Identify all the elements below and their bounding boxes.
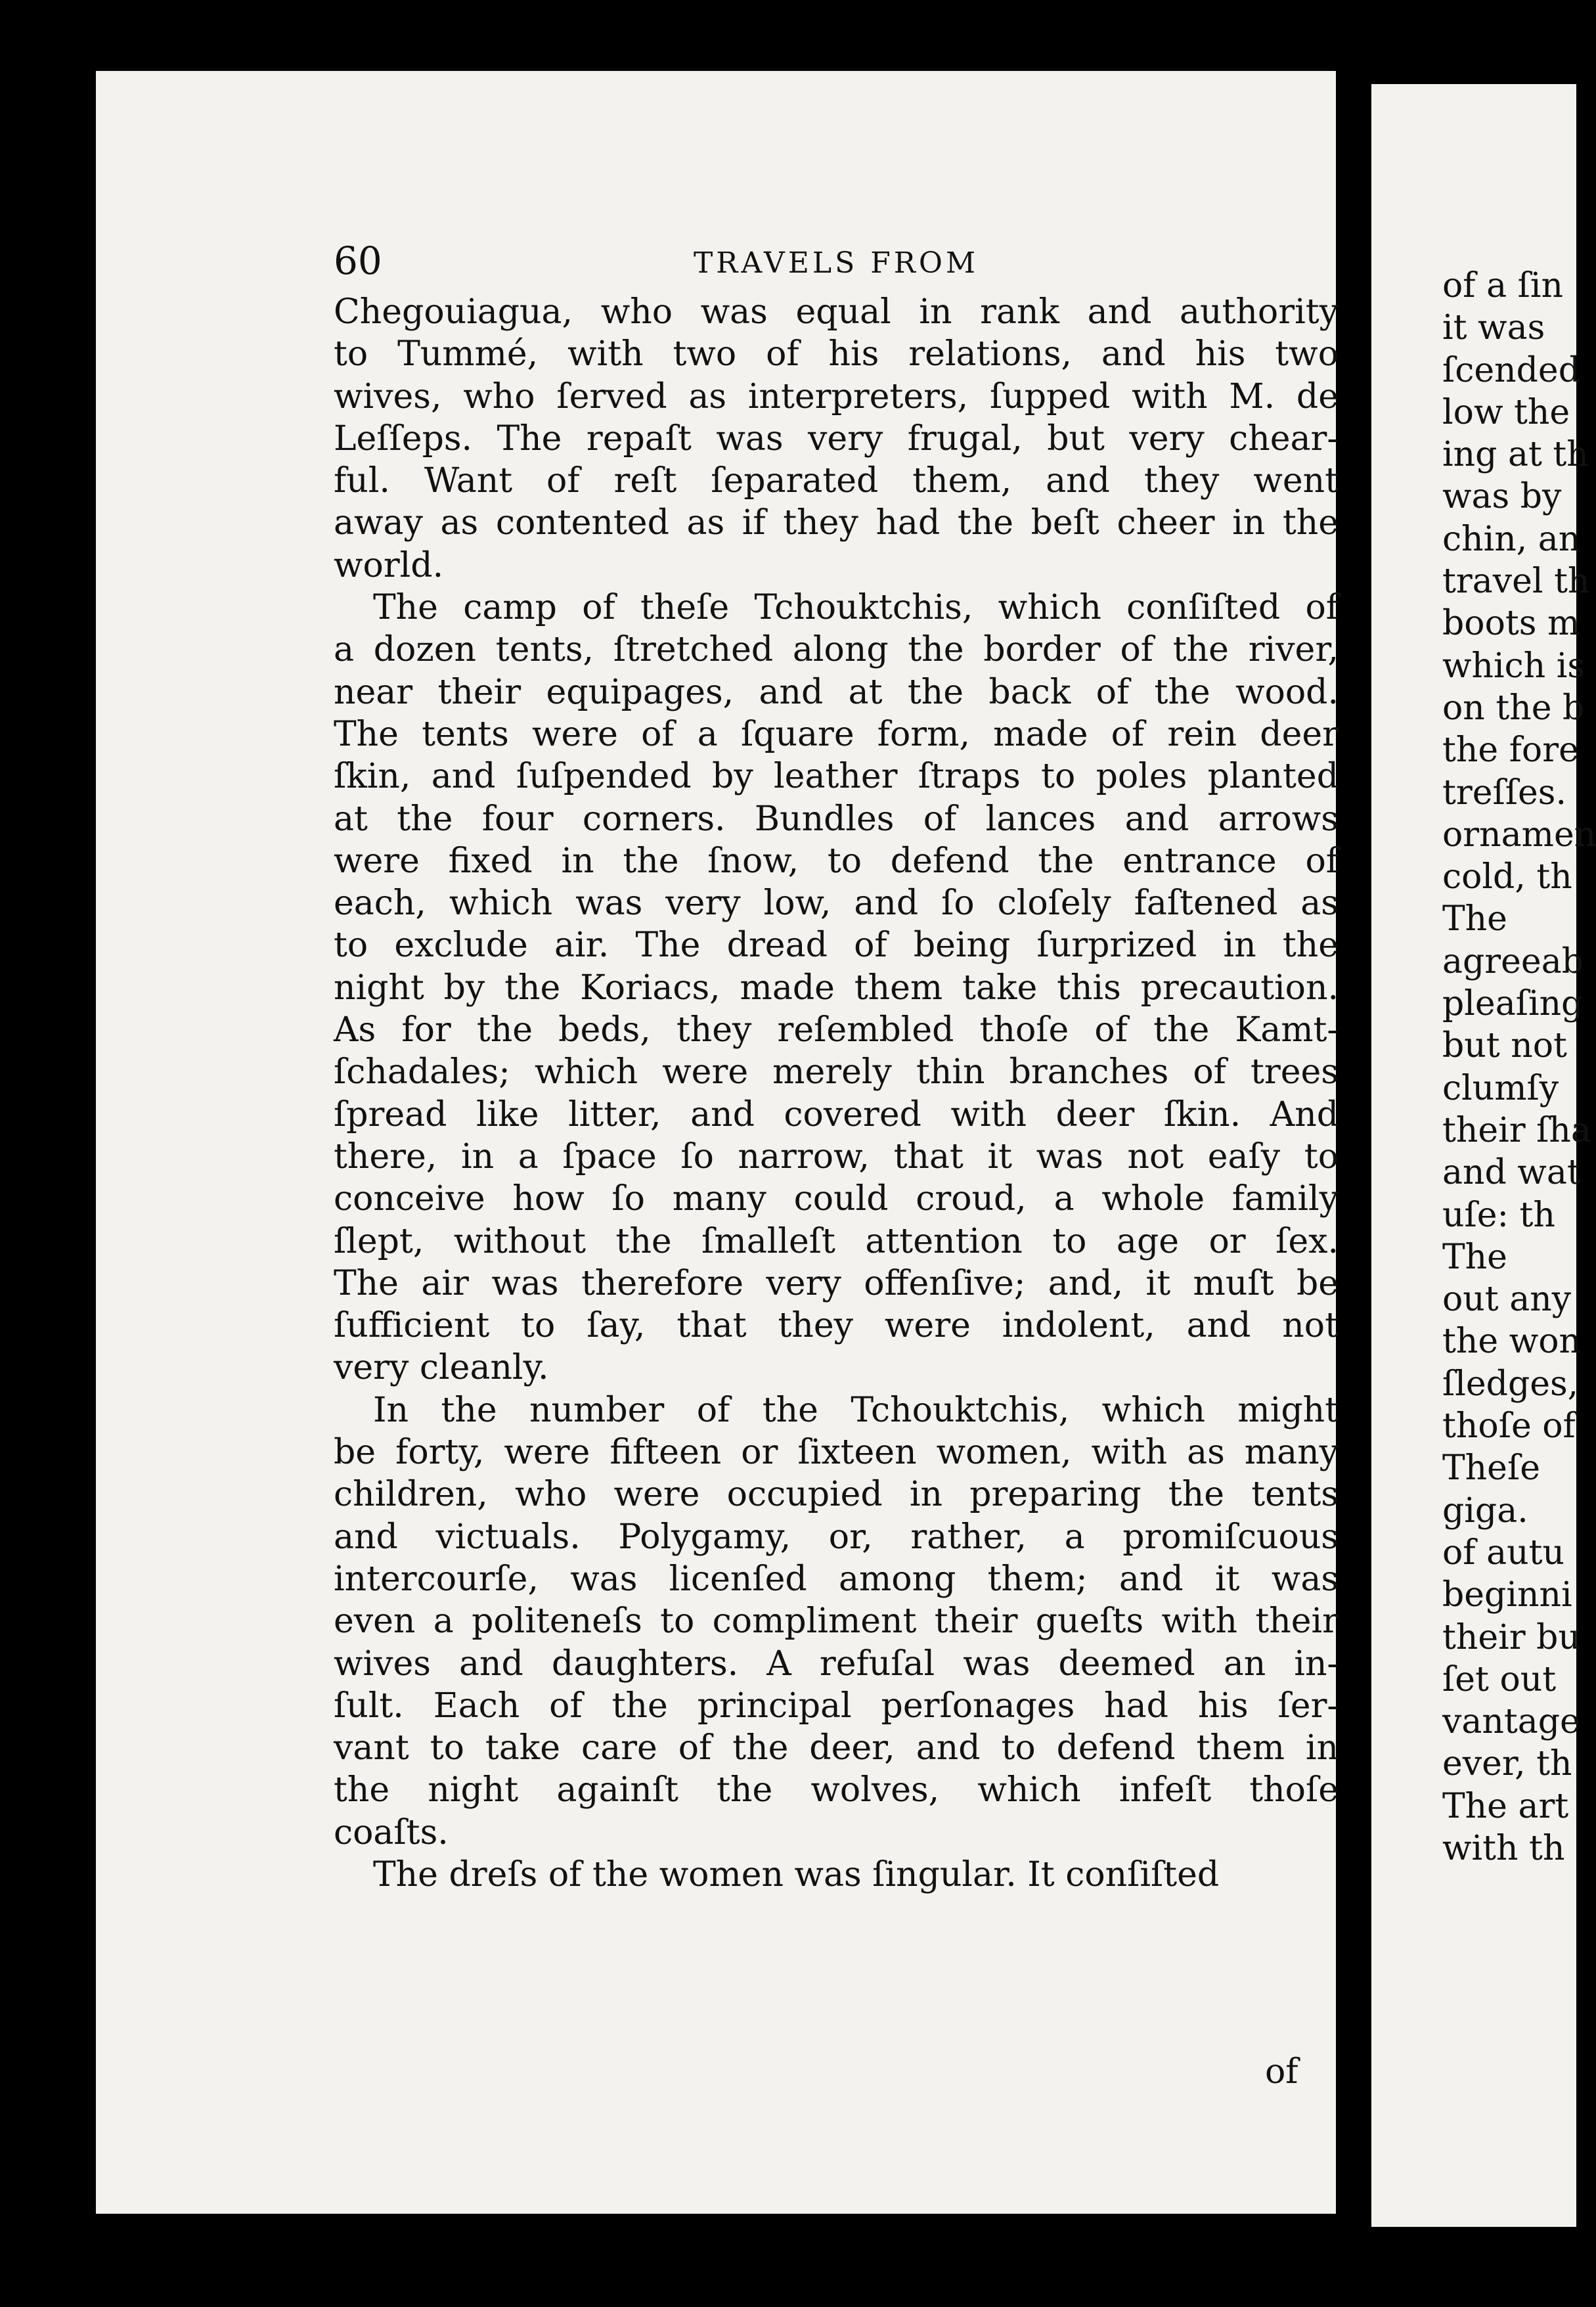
paragraph (334, 587, 1339, 1389)
catchword: of (1265, 2052, 1298, 2092)
text-line: world. (334, 545, 444, 585)
text-line: which is (1442, 646, 1585, 686)
text-line: Chegouiagua, who was equal in rank and authority (334, 292, 1339, 332)
text-line: The dreſs of the women was ſingular. It conſiſted (373, 1854, 1220, 1894)
text-line: travel th (1442, 562, 1590, 602)
text-line: were fixed in the ſnow, to defend the entrance of (334, 841, 1339, 881)
text-line: chin, an (1442, 519, 1581, 559)
text-line: ſlept, without the ſmalleſt attention to age or ſex. (334, 1221, 1339, 1261)
page-header (334, 238, 1339, 298)
text-line: giga. (1442, 1490, 1528, 1531)
text-line: ſkin, and ſuſpended by leather ſtraps to poles planted (334, 757, 1339, 797)
text-line: ſpread like litter, and covered with deer ſkin. And (334, 1094, 1339, 1134)
text-line: the night againſt the wolves, which infeſt thoſe (334, 1770, 1339, 1810)
running-head: TRAVELS FROM (693, 246, 979, 280)
text-line: to exclude air. The dread of being ſurprized in the (334, 926, 1339, 966)
text-line: ornamen (1442, 815, 1596, 855)
text-line: ful. Want of reſt ſeparated them, and they went (334, 461, 1339, 501)
text-line: treſſes. (1442, 773, 1567, 813)
text-line: wives and daughters. A refuſal was deemed an in- (334, 1644, 1339, 1684)
text-line: Leſſeps. The repaſt was very frugal, but very chear- (334, 418, 1339, 459)
text-line: the fore (1442, 730, 1579, 771)
text-line: ſult. Each of the principal perſonages had his ſer- (334, 1686, 1339, 1726)
left-page (96, 71, 1339, 2214)
text-line: night by the Koriacs, made them take this precaution. (334, 968, 1339, 1008)
text-line: ing at th (1442, 435, 1589, 475)
text-line: their ſha (1442, 1110, 1591, 1150)
text-line: beginni (1442, 1575, 1572, 1615)
paragraph (334, 1854, 1339, 1896)
text-line: uſe: th (1442, 1195, 1555, 1235)
text-line: their bu (1442, 1617, 1580, 1657)
text-line: In the number of the Tchouktchis, which might (373, 1390, 1339, 1430)
text-line: it was (1442, 308, 1545, 348)
text-line: ſcended (1442, 350, 1580, 390)
text-line: be forty, were fifteen or ſixteen women, with as many (334, 1433, 1339, 1473)
text-line: near their equipages, and at the back of the wood. (334, 672, 1339, 712)
body-text (334, 291, 1339, 1896)
text-line: vant to take care of the deer, and to defend them in (334, 1728, 1339, 1768)
text-line: coaſts. (334, 1812, 449, 1852)
text-line: ſufficient to ſay, that they were indolent, and not (334, 1306, 1339, 1346)
text-line: and wat (1442, 1153, 1581, 1193)
paragraph (334, 1389, 1339, 1854)
text-line: agreeab (1442, 941, 1584, 981)
text-line: The (1442, 1237, 1507, 1277)
text-line: conceive how ſo many could croud, a whole family (334, 1179, 1339, 1219)
text-line: even a politeneſs to compliment their gueſts with their (334, 1601, 1339, 1642)
text-line: Theſe (1442, 1448, 1540, 1489)
page-number: 60 (334, 238, 382, 283)
text-line: there, in a ſpace ſo narrow, that it was not eaſy to (334, 1136, 1339, 1176)
text-line: on the b (1442, 688, 1585, 728)
text-line: thoſe of (1442, 1406, 1576, 1446)
text-line: The camp of theſe Tchouktchis, which conſiſted of (373, 588, 1339, 628)
text-line: ever, th (1442, 1744, 1572, 1784)
text-line: each, which was very low, and ſo cloſely faſtened as (334, 884, 1339, 924)
text-line: vantage (1442, 1702, 1580, 1742)
text-line: to Tummé, with two of his relations, and his two (334, 334, 1339, 374)
text-line: the won (1442, 1322, 1581, 1362)
text-line: The tents were of a ſquare form, made of rein deer (334, 714, 1339, 754)
text-line: As for the beds, they reſembled thoſe of the Kamt- (334, 1010, 1339, 1050)
text-line: The air was therefore very offenſive; and, it muſt be (334, 1263, 1339, 1303)
text-line: The art (1442, 1786, 1569, 1826)
text-line: intercourſe, was licenſed among them; and it was (334, 1559, 1339, 1599)
text-line: very cleanly. (334, 1348, 549, 1388)
text-line: at the four corners. Bundles of lances and arrows (334, 799, 1339, 839)
text-line: pleaſing (1442, 984, 1584, 1024)
text-line: ſchadales; which were merely thin branches of trees (334, 1052, 1339, 1092)
text-line: and victuals. Polygamy, or, rather, a promiſcuous (334, 1517, 1339, 1557)
paragraph (334, 291, 1339, 587)
text-line: of a ſin (1442, 266, 1563, 305)
text-line: away as contented as if they had the beſt cheer in the (334, 503, 1339, 543)
text-line: but not (1442, 1026, 1567, 1066)
text-line: children, who were occupied in preparing the tents (334, 1475, 1339, 1515)
text-line: ſet out (1442, 1659, 1557, 1699)
text-line: with th (1442, 1828, 1565, 1868)
text-line: boots m (1442, 604, 1580, 644)
text-line: clumſy (1442, 1068, 1559, 1108)
text-line: wives, who ſerved as interpreters, ſupped with M. de (334, 376, 1339, 416)
text-line: low the (1442, 392, 1570, 432)
text-line: The (1442, 899, 1507, 939)
text-line: ſledges, (1442, 1364, 1579, 1404)
right-page-fragment (1371, 84, 1596, 2227)
right-page-text (1442, 265, 1596, 1870)
text-line: a dozen tents, ſtretched along the border of the river, (334, 630, 1339, 670)
text-line: out any (1442, 1280, 1572, 1320)
text-line: was by (1442, 477, 1562, 517)
text-line: of autu (1442, 1533, 1564, 1573)
text-line: cold, th (1442, 857, 1572, 897)
